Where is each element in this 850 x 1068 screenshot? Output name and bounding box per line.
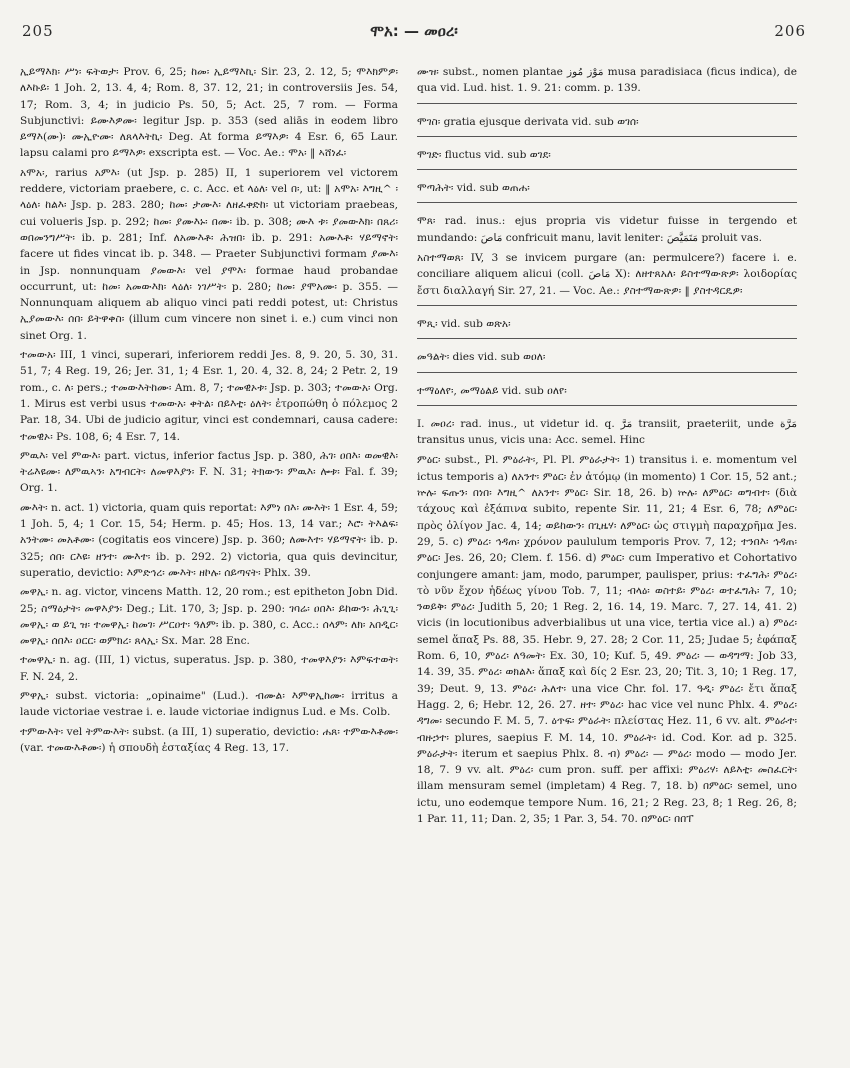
divider <box>417 372 797 373</box>
divider <box>417 103 797 104</box>
divider <box>417 305 797 306</box>
divider <box>417 405 797 406</box>
dictionary-entry: ምዋኢ፡ subst. victoria: „opinaime" (Lud.). ብሙል፡ እምዋኢከሙ፡ irritus a laude victoriae vestrae i. e. laude victoriae indignus Lud. e Ms. Colb. <box>20 689 398 719</box>
dictionary-entry: አስተማወጸ፡ IV, 3 se invicem purgare (an: permulcere?) facere i. e. conciliare aliquem alicui (coll. مَاصَ X): ለዘተጸአለ፡ ይስተማውጽዎ፡ λοιδορίας ἔστι διαλλαγή Sir. 27, 21. — Voc. Ae.: ያስተማውጽዎ፡ ‖ ያስተዳርዴዎ፡ <box>417 252 798 297</box>
dictionary-entry: ምዕር፡ subst., Pl. ምዕራት፡, Pl. Pl. ምዕራታት፡ 1) transitus i. e. momentum vel ictus temporis a) ለአንተ፡ ምዕር፡ ἐν ἀτόμῳ (in momento) 1 Cor. 15, 52 ant.; ኵሉ፡ ፍጡን፡ በነበ፡ እግዚ^ ለአንተ፡ ምዕር፡ Sir. 18, 26. b) ኵሉ፡ ለምዕር፡ ወግብተ፡ (διὰ τάχους καὶ ἐξάπινα subito, repente Sir. 11, 21; 4 Esr. 6, 78; ለምዕር፡ πρὸς ὀλίγον Jac. 4, 14; ወይከውን፡ በጊዜሃ፡ ለምዕር፡ ὡς στιγμὴ παραχρῆμα Jes. 29, 5. c) ምዕረ፡ ኅዳጠ፡ χρόνον paululum temporis Prov. 7, 12; ተንበእ፡ ኅዳጠ፡ ምዕር፡ Jes. 26, 20; Clem. f. 156. d) ምዕር፡ cum Imperativo et Cohortativo conjungere amant: jam, modo, parumper, paulisper, prius: ተፈግሕ፡ ምዕረ፡ τὸ νῦν ἔχον ἡδέως γίνου Tob. 7, 11; ብላዕ፡ ወስተይ፡ ምዕረ፡ ወተፈግሕ፡ 7, 10; ንወይቅ፡ ምዕረ፡ Judith 5, 20; 1 Reg. 2, 16. 14, 19. Marc. 7, 27. 14, 41. 2) vicis (in locutionibus adverbialibus ut una vice, tertia vice al.) a) ምዕረ፡ semel ἅπαξ Ps. 88, 35. Hebr. 9, 27. 28; 2 Cor. 11, 25; Judae 5; ἐφάπαξ Rom. 6, 10, ምዕረ፡ ለዓመት፡ Ex. 30, 10; Kuf. 5, 49. ምዕረ፡ — ወዳግማ: Job 33, 14. 39, 35. ምዕረ፡ ወክልእ፡ ἅπαξ καὶ δίς 2 Esr. 23, 20; Tit. 3, 10; 1 Reg. 17, 39; Deut. 9, 13. ምዕረ፡ ሕለተ፡ una vice Chr. fol. 17. ዓዲ፡ ምዕረ፡ ἔτι ἅπαξ Hagg. 2, 6; Hebr. 12, 26. 27. ዘተ፡ ምዕረ፡ hac vice vel nunc Phlx. 4. ምዕረ፡ ዳግመ፡ secundo F. M. 5, 7. ዕጥፍ፡ ምዕራት፡ πλείστας Hez. 11, 6 vv. alt. ምዕራተ፡ ብዙኃተ፡ plures, saepius F. M. 14, 10. ምዕራት፡ id. Cod. Kor. ad p. 325. ምዕራታት፡ iterum et saepius Phlx. 8. ብ) ምዕረ፡ — ምዕረ፡ modo — modo Jer. 18, 7. 9 vv. alt. ምዕረ፡ cum pron. suff. per affixi: ምዕሪሃ፡ ለይእቲ፡ መስፈርት፡ illam mensuram semel (impletam) 4 Reg. 7, 18. b) በምዕር፡ semel, uno ictu, uno eodemque tempore Num. 16, 21; 2 Reg. 23, 8; 1 Reg. 26, 8; 1 Par. 11, 11; Dan. 2, 35; 1 Par. 3, 54. 70. በምዕር፡ በበፐ <box>417 454 797 825</box>
dictionary-entry: ምዉእ፡ vel ምውእ፡ part. victus, inferior factus Jsp. p. 380, ሕገ፡ ዐበእ፡ ወመዊእ፡ ትሬእዩሙ፡ ለምዉኣን፡ አግብርት፡ ለመዋእያን፡ F. N. 31; ትክውን፡ ምዉእ፡ ሎቱ፡ Fal. f. 39; Org. 1. <box>20 449 398 495</box>
dictionary-entry: ሙእት፡ n. act. 1) victoria, quam quis reportat: እምነ በእ፡ ሙእት፡ 1 Esr. 4, 59; 1 Joh. 5, 4; 1 Cor. 15, 54; Herm. p. 45; Hos. 13, 14 var.; እሮ፡ ትእልፍ፡ አንትሙ፡ መአቶሙ፡ (cogitatis eos vincere) Jsp. p. 360; ለሙእተ፡ ሃይማኖት፡ ib. p. 325; ሰበ፡ ርእዩ፡ ዘንተ፡ ሙእተ፡ ib. p. 292. 2) victoria, qua quis devincitur, superatio, devictio: እምድኅረ፡ ሙእት፡ ዘኮሉ፡ ሰይጣናት፡ Phlx. 39. <box>20 501 398 579</box>
cross-reference-entry: ሞገድ፡ fluctus vid. sub ወገደ፡ <box>417 148 551 161</box>
divider <box>417 202 797 203</box>
dictionary-entry: ሞጸ፡ rad. inus.: ejus propria vis videtur fuisse in tergendo et mundando: مَاصَ confricuit manu, lavit leniter: مَتَمَيَّصَ proluit vas. <box>417 215 797 244</box>
divider <box>417 136 797 137</box>
page-header <box>22 22 806 46</box>
divider <box>417 338 797 339</box>
dictionary-entry: ተምውእት፡ vel ትምውእት፡ subst. (a III, 1) superatio, devictio: ሐጸ፡ ተምውእቶሙ፡ (var. ተመውእቶሙ፡) ἡ σπουδὴ ἐσταξίας 4 Reg. 13, 17. <box>20 725 398 754</box>
cross-reference-entry: መዓልት፡ dies vid. sub ወዐለ፡ <box>417 351 546 364</box>
cross-reference-entry: ሞገስ፡ gratia ejusque derivata vid. sub ወገሰ፡ <box>417 115 639 128</box>
running-title: ሞአ: — መዐረ፡ <box>370 22 458 40</box>
dictionary-entry: መዋኢ፡ n. ag. victor, vincens Matth. 12, 20 rom.; est epitheton Jobn Did. 25; ስማዕታት፡ መዋእያን፡ Deg.; Lit. 170, 3; Jsp. p. 290: ገባሬ፡ ዐበእ፡ ይከውን፡ ሕጊጊ፡ መዋኢ፡ ወ ይጊ ዝ፡ ተመዋኢ፡ ከመገ፡ ሥርዐተ፡ ዓለም፡ ib. p. 380, c. Acc.: ሰላም፡ ለክ፡ አበዲር፡ መዋኢ፡ ሰበእ፡ ዐርር፡ ወምክረ፡ ጸላኢ፡ Sx. Mar. 28 Enc. <box>20 586 398 648</box>
dictionary-entry: ኢይማእክ፡ ሥነ፡ ፍትወታ፡ Prov. 6, 25; ከመ፡ ኢይማእኪ፡ Sir. 23, 2. 12, 5; ሞእክምዎ፡ ለእኩይ፡ 1 Joh. 2, 13. 4, 4; Rom. 8, 37. 12, 21; in controversiis Jes. 54, 17; Rom. 3, 4; in judicio Ps. 50, 5; Act. 25, 7 rom. — Forma Subjunctivi: ይሙእዎሙ፡ legitur Jsp. p. 353 (sed aliās in eodem libro ይማእ(ሙ)፡ ሙኢዮሙ፡ ለጸላእትኪ፡ Deg. At forma ይማእዎ፡ 4 Esr. 6, 65 Laur. lapsu calami pro ይማእዎ፡ exscripta est. — Voc. Ae.: ሞአ፡ ‖ ኣሸነፈ፡ <box>20 66 398 160</box>
dictionary-entry: አሞአ፡, rarius አምእ፡ (ut Jsp. p. 285) II, 1 superiorem vel victorem reddere, victoriam praebere, c. c. Acc. et ላዕለ፡ vel በ፡, ut: ‖ አሞአ፡ እግዚ^ ፡ ላዕለ፡ ከልእ፡ Jsp. p. 283. 280; ከመ፡ ታሙእ፡ ለዘፈቀድከ፡ ut victoriam praebeas, cui volueris Jsp. p. 292; ከመ፡ ያሙእኑ፡ በሙ፡ ib. p. 308; ሙእ ቱ፡ ያመውእክ፡ በጸሪ፡ ወበመንግሥት፡ ib. p. 281; Inf. ለአሙእቶ፡ ሕዝበ፡ ib. p. 291: አሙእቶ፡ ሃይማኖት፡ facere ut fides vincat ib. p. 348. — Praeter Subjunctivi formam ያሙእ፡ in Jsp. nonnunquam ያመውእ፡ vel ያሞእ፡ formae haud probandae occurrunt, ut: ከመ፡ አመውእክ፡ ላዕለ፡ ነገሥት፡ p. 280; ከመ፡ ያሞአሙ፡ p. 355. — Nonnunquam aliquem ab aliquo vinci pati reddi potest, ut: Christus ኢያመውእ፡ ሰበ፡ ይትዋቀስ፡ (illum cum vincere non sinet i. e.) cum vinci non sinet Org. 1. <box>20 166 398 342</box>
dictionary-entry: I. መዐረ፡ rad. inus., ut videtur id. q. مَرَّ transiit, praeteriit, unde مَرَّة transitus unus, vicis una: Acc. semel. Hinc <box>417 417 798 447</box>
dictionary-entry: ሙዝ፡ subst., nomen plantae مَوْز مُوز musa paradisiaca (ficus indica), de qua vid. Lud. hist. 1. 9. 21: comm. p. 139. <box>417 66 797 95</box>
dictionary-entry: ተመዋኢ፡ n. ag. (III, 1) victus, superatus. Jsp. p. 380, ተመዋእያን፡ እምፍተወት፡ F. N. 24, 2. <box>20 654 398 683</box>
divider <box>417 169 797 170</box>
left-column <box>20 64 398 759</box>
cross-reference-entry: ሞጣሕት፡ vid. sub ወጠሐ፡ <box>417 182 530 195</box>
right-column <box>417 64 797 831</box>
cross-reference-entry: ተማዕለየ፡, መማዕልይ vid. sub ዐለየ፡ <box>417 384 567 397</box>
page-number-right: 206 <box>774 22 806 40</box>
dictionary-entry: ተመውአ፡ III, 1 vinci, superari, inferiorem reddi Jes. 8, 9. 20, 5. 30, 31. 51, 7; 4 Reg. 19, 26; Jer. 31, 1; 4 Esr. 1, 20. 4, 32. 8, 24; 2 Petr. 2, 19 rom., c. ለ፡ pers.; ተመውእትከሙ፡ Am. 8, 7; ተመዊኦቱ፡ Jsp. p. 303; ተመውአ፡ Org. 1. Mirus est verbi usus ተመውአ፡ ቀትል፡ በይእቲ፡ ዕለት፡ ἐτροπώθη ὁ πόλεμος 2 Par. 18, 34. Ubi de judicio agitur, vinci est condemnari, causa cadere: ተመዊኦ፡ Ps. 108, 6; 4 Esr. 7, 14. <box>20 349 398 443</box>
cross-reference-entry: ሞጺ፡ vid. sub ወጽአ፡ <box>417 317 511 330</box>
page-number-left: 205 <box>22 22 54 40</box>
